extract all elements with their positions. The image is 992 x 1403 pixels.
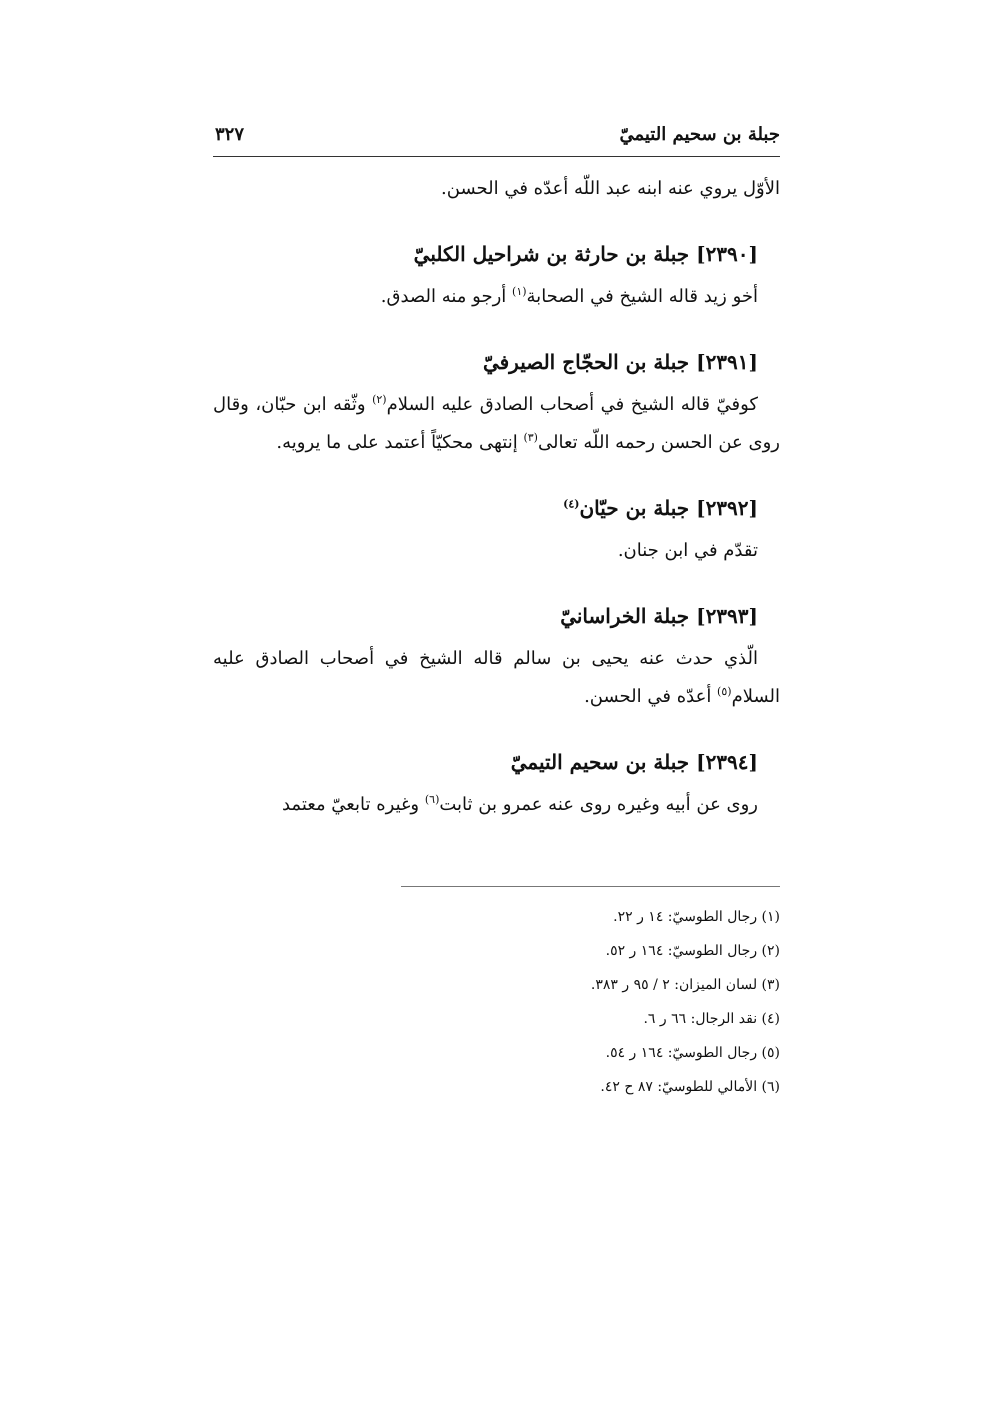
entry-text: وغيره تابعيّ معتمد	[281, 794, 425, 815]
footnote-ref[interactable]: (٣)	[523, 431, 538, 444]
page-number: ٣٢٧	[215, 124, 245, 145]
entry-text: أرجو منه الصدق.	[380, 286, 513, 307]
footnote: (٥) رجال الطوسيّ: ١٦٤ ر ٥٤.	[605, 1045, 780, 1061]
footnote: (٢) رجال الطوسيّ: ١٦٤ ر ٥٢.	[605, 943, 780, 959]
footnote-ref[interactable]: (٢)	[372, 393, 387, 406]
intro-line: الأوّل يروي عنه ابنه عبد اللّه أعدّه في الحسن.	[441, 178, 780, 199]
entry-text: إنتهى محكيّاً أعتمد على ما يرويه.	[276, 432, 524, 453]
entry-text: أعدّه في الحسن.	[584, 686, 718, 707]
footnote-ref[interactable]: (٦)	[424, 793, 440, 806]
entry-heading: [٢٣٩٤] جبلة بن سحيم التيميّ	[510, 750, 758, 774]
entry-heading: [٢٣٩٠] جبلة بن حارثة بن شراحيل الكلبيّ	[413, 242, 758, 266]
entry-2391	[213, 342, 780, 462]
entry-body: تقدّم في ابن جنان.	[617, 540, 758, 561]
entry-heading: [٢٣٩٣] جبلة الخراسانيّ	[560, 604, 758, 628]
entry-2392	[213, 488, 780, 570]
entry-body	[213, 786, 780, 824]
entry-body	[213, 640, 780, 716]
running-head: جبلة بن سحيم التيميّ	[619, 124, 780, 145]
footnote: (٣) لسان الميزان: ٢ / ٩٥ ر ٣٨٣.	[590, 977, 780, 993]
entry-text: الّذي حدث عنه يحيى بن سالم قاله الشيخ في أصحاب الصادق عليه السلام	[213, 648, 780, 707]
footnote-ref[interactable]: (٤)	[563, 497, 580, 511]
header-rule	[213, 156, 780, 157]
footnote: (١) رجال الطوسيّ: ١٤ ر ٢٢.	[613, 909, 780, 925]
entry-text: روى عن أبيه وغيره روى عنه عمرو بن ثابت	[439, 794, 758, 815]
entry-body	[213, 386, 780, 462]
entry-heading: [٢٣٩١] جبلة بن الحجّاج الصيرفيّ	[482, 350, 758, 374]
entry-2394	[213, 742, 780, 824]
footnote: (٦) الأمالي للطوسيّ: ٨٧ ح ٤٢.	[600, 1079, 780, 1095]
main-text	[213, 170, 780, 824]
entry-heading	[213, 488, 780, 528]
entry-text: وثّقه ابن حبّان، وقال روى عن الحسن رحمه اللّه تعالى	[213, 394, 780, 453]
footnote: (٤) نقد الرجال: ٦٦ ر ٦.	[643, 1011, 780, 1027]
entry-text: أخو زيد قاله الشيخ في الصحابة	[526, 286, 758, 307]
entry-2393	[213, 596, 780, 716]
footnote-ref[interactable]: (١)	[512, 285, 527, 298]
page	[213, 120, 780, 1095]
footnotes	[401, 900, 780, 1104]
entry-heading-text: [٢٣٩٢] جبلة بن حيّان	[579, 496, 758, 520]
page-header	[213, 120, 780, 156]
footnote-ref[interactable]: (٥)	[717, 685, 732, 698]
footnote-rule	[401, 886, 780, 887]
entry-text: كوفيّ قاله الشيخ في أصحاب الصادق عليه السلام	[386, 394, 758, 415]
entry-body	[213, 278, 780, 316]
entry-2390	[213, 234, 780, 316]
